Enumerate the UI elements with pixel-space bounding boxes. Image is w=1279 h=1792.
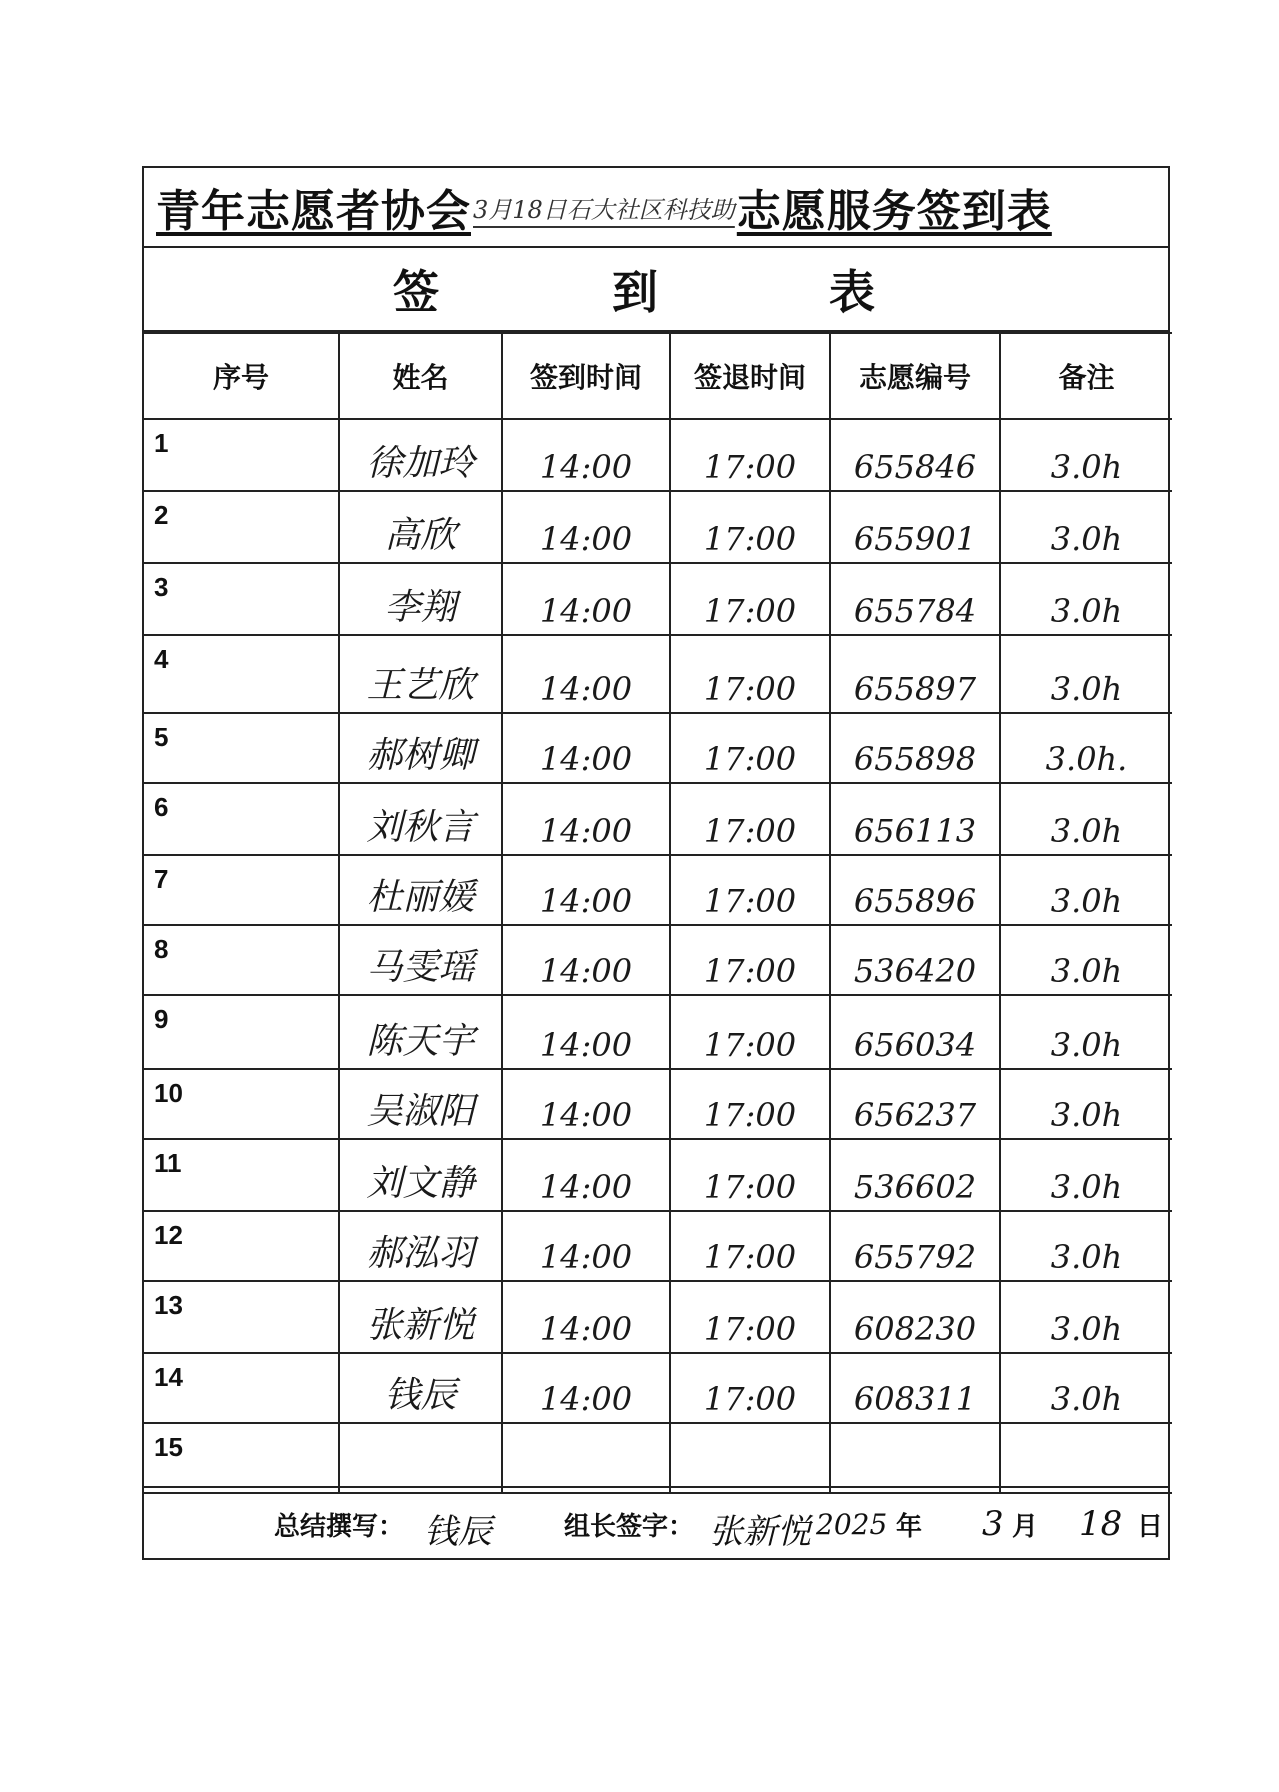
- name-cell: [339, 491, 502, 563]
- seq-number: 1: [154, 428, 169, 458]
- seq-number: 11: [154, 1148, 182, 1178]
- title-row: [144, 168, 1168, 248]
- sign-in-value: 14:00: [539, 1168, 633, 1206]
- sign-in-value: 14:00: [539, 592, 633, 630]
- header-volunteer-id: 志愿编号: [830, 333, 1000, 419]
- year-value: 2025: [816, 1508, 888, 1541]
- table-row: [144, 419, 1172, 491]
- name-cell: [339, 1353, 502, 1423]
- sign-out-value: 17:00: [703, 740, 797, 778]
- volunteer-id-cell: [830, 563, 1000, 635]
- seq-cell: [144, 995, 339, 1069]
- volunteer-id-value: 656113: [853, 812, 977, 850]
- seq-number: 6: [154, 792, 169, 822]
- name-value: 刘秋言: [366, 807, 475, 848]
- sign-in-cell: [502, 783, 670, 855]
- name-value: 王艺欣: [366, 665, 475, 706]
- sign-out-cell: [670, 1069, 830, 1139]
- name-value: 吴淑阳: [366, 1091, 475, 1132]
- volunteer-id-cell: [830, 925, 1000, 995]
- seq-number: 14: [154, 1362, 183, 1392]
- name-value: 郝树卿: [366, 735, 475, 776]
- sign-in-cell: [502, 1139, 670, 1211]
- volunteer-id-value: 655896: [853, 882, 977, 920]
- sign-in-cell: [502, 713, 670, 783]
- note-value: 3.0h: [1050, 1380, 1123, 1418]
- sign-in-value: 14:00: [539, 1096, 633, 1134]
- sign-in-value: 14:00: [539, 670, 633, 708]
- note-cell: [1000, 1281, 1172, 1353]
- table-row: [144, 1069, 1172, 1139]
- name-value: 郝泓羽: [366, 1233, 475, 1274]
- table-row: [144, 491, 1172, 563]
- volunteer-id-cell: [830, 1423, 1000, 1493]
- volunteer-id-value: 655898: [853, 740, 977, 778]
- note-cell: [1000, 1211, 1172, 1281]
- seq-number: 2: [154, 500, 169, 530]
- note-value: 3.0h: [1050, 1026, 1123, 1064]
- note-cell: [1000, 491, 1172, 563]
- note-value: 3.0h: [1050, 1096, 1123, 1134]
- name-cell: [339, 1069, 502, 1139]
- seq-number: 7: [154, 864, 169, 894]
- table-row: [144, 925, 1172, 995]
- sign-in-cell: [502, 1423, 670, 1493]
- table-row: [144, 713, 1172, 783]
- seq-cell: [144, 1353, 339, 1423]
- header-name: 姓名: [339, 333, 502, 419]
- name-value: 陈天宇: [366, 1021, 475, 1062]
- sign-in-cell: [502, 419, 670, 491]
- header-sign-in-time: 签到时间: [502, 333, 670, 419]
- name-cell: [339, 1423, 502, 1493]
- leader-label: 组长签字：: [564, 1512, 695, 1542]
- seq-cell: [144, 563, 339, 635]
- seq-number: 9: [154, 1004, 169, 1034]
- volunteer-id-cell: [830, 635, 1000, 713]
- volunteer-id-value: 608311: [853, 1380, 977, 1418]
- volunteer-id-value: 655792: [853, 1238, 977, 1276]
- sign-out-cell: [670, 995, 830, 1069]
- name-cell: [339, 713, 502, 783]
- name-value: 杜丽媛: [366, 877, 475, 918]
- note-value: 3.0h: [1050, 1310, 1123, 1348]
- month-label: 月: [1012, 1512, 1039, 1542]
- seq-cell: [144, 419, 339, 491]
- note-value: 3.0h: [1050, 882, 1123, 920]
- volunteer-id-cell: [830, 491, 1000, 563]
- volunteer-id-value: 655784: [853, 592, 977, 630]
- table-row: [144, 1281, 1172, 1353]
- sign-out-cell: [670, 713, 830, 783]
- note-cell: [1000, 1069, 1172, 1139]
- name-value: 张新悦: [366, 1305, 475, 1346]
- sign-out-value: 17:00: [703, 670, 797, 708]
- name-value: 钱辰: [384, 1375, 457, 1416]
- name-value: 高欣: [384, 515, 457, 556]
- seq-cell: [144, 1281, 339, 1353]
- table-row: [144, 1211, 1172, 1281]
- sign-out-cell: [670, 635, 830, 713]
- sign-in-cell: [502, 563, 670, 635]
- seq-cell: [144, 1139, 339, 1211]
- table-header-row: [144, 333, 1172, 419]
- sign-in-cell: [502, 1211, 670, 1281]
- table-row: [144, 783, 1172, 855]
- note-cell: [1000, 419, 1172, 491]
- seq-cell: [144, 491, 339, 563]
- sign-in-value: 14:00: [539, 812, 633, 850]
- sign-in-value: 14:00: [539, 520, 633, 558]
- seq-cell: [144, 635, 339, 713]
- sign-out-cell: [670, 563, 830, 635]
- sign-out-cell: [670, 1423, 830, 1493]
- seq-cell: [144, 1069, 339, 1139]
- sign-in-value: 14:00: [539, 740, 633, 778]
- volunteer-id-cell: [830, 855, 1000, 925]
- note-value: 3.0h: [1050, 448, 1123, 486]
- sign-in-value: 14:00: [539, 1238, 633, 1276]
- volunteer-id-cell: [830, 1353, 1000, 1423]
- sign-out-value: 17:00: [703, 1310, 797, 1348]
- header-seq: 序号: [144, 333, 339, 419]
- sign-out-value: 17:00: [703, 520, 797, 558]
- volunteer-id-value: 655846: [853, 448, 977, 486]
- volunteer-id-cell: [830, 1139, 1000, 1211]
- name-cell: [339, 635, 502, 713]
- name-cell: [339, 783, 502, 855]
- sign-out-cell: [670, 783, 830, 855]
- header-note: 备注: [1000, 333, 1172, 419]
- sign-out-cell: [670, 925, 830, 995]
- seq-number: 8: [154, 934, 169, 964]
- name-cell: [339, 995, 502, 1069]
- sign-out-cell: [670, 1281, 830, 1353]
- sign-out-value: 17:00: [703, 1096, 797, 1134]
- volunteer-id-value: 656034: [853, 1026, 977, 1064]
- day-value: 18: [1079, 1504, 1123, 1544]
- sign-in-value: 14:00: [539, 1380, 633, 1418]
- name-value: 刘文静: [366, 1163, 475, 1204]
- sign-in-cell: [502, 925, 670, 995]
- sign-in-cell: [502, 491, 670, 563]
- table-row: [144, 855, 1172, 925]
- name-value: 马雯瑶: [366, 947, 475, 988]
- sign-out-value: 17:00: [703, 592, 797, 630]
- note-cell: [1000, 925, 1172, 995]
- sign-out-value: 17:00: [703, 882, 797, 920]
- footer-row: [144, 1486, 1168, 1558]
- header-sign-out-time: 签退时间: [670, 333, 830, 419]
- subtitle-char-1: 签: [393, 265, 439, 319]
- summary-label: 总结撰写：: [274, 1512, 405, 1542]
- note-cell: [1000, 855, 1172, 925]
- volunteer-id-cell: [830, 1211, 1000, 1281]
- note-value: 3.0h: [1050, 812, 1123, 850]
- name-cell: [339, 1211, 502, 1281]
- seq-cell: [144, 1423, 339, 1493]
- volunteer-id-value: 656237: [853, 1096, 977, 1134]
- note-value: 3.0h: [1050, 952, 1123, 990]
- sign-in-cell: [502, 1069, 670, 1139]
- volunteer-id-cell: [830, 995, 1000, 1069]
- name-cell: [339, 925, 502, 995]
- sign-out-cell: [670, 1211, 830, 1281]
- note-value: 3.0h: [1050, 520, 1123, 558]
- title-event-handwritten: 3月18日石大社区科技助: [473, 195, 735, 224]
- sign-out-value: 17:00: [703, 1026, 797, 1064]
- note-cell: [1000, 1353, 1172, 1423]
- note-cell: [1000, 1139, 1172, 1211]
- seq-number: 12: [154, 1220, 183, 1250]
- month-value: 3: [982, 1504, 1004, 1544]
- sign-out-value: 17:00: [703, 448, 797, 486]
- sign-in-value: 14:00: [539, 448, 633, 486]
- name-cell: [339, 1139, 502, 1211]
- volunteer-id-cell: [830, 1069, 1000, 1139]
- title-suffix: 志愿服务签到表: [736, 186, 1052, 237]
- seq-cell: [144, 783, 339, 855]
- sign-in-cell: [502, 635, 670, 713]
- sign-out-value: 17:00: [703, 1168, 797, 1206]
- sign-out-cell: [670, 419, 830, 491]
- sign-out-value: 17:00: [703, 952, 797, 990]
- volunteer-id-cell: [830, 783, 1000, 855]
- seq-cell: [144, 713, 339, 783]
- sign-in-value: 14:00: [539, 952, 633, 990]
- note-cell: [1000, 635, 1172, 713]
- title-prefix: 青年志愿者协会: [156, 186, 471, 237]
- sign-out-value: 17:00: [703, 1380, 797, 1418]
- seq-number: 13: [154, 1290, 183, 1320]
- subtitle-char-3: 表: [829, 265, 875, 319]
- sign-in-cell: [502, 1353, 670, 1423]
- volunteer-id-cell: [830, 713, 1000, 783]
- volunteer-id-value: 655901: [853, 520, 977, 558]
- seq-cell: [144, 1211, 339, 1281]
- note-cell: [1000, 1423, 1172, 1493]
- note-cell: [1000, 995, 1172, 1069]
- sign-in-cell: [502, 855, 670, 925]
- subtitle-row: [144, 248, 1168, 332]
- sign-out-value: 17:00: [703, 1238, 797, 1276]
- volunteer-id-value: 655897: [853, 670, 977, 708]
- name-cell: [339, 1281, 502, 1353]
- sign-in-value: 14:00: [539, 882, 633, 920]
- seq-number: 4: [154, 644, 169, 674]
- sign-out-cell: [670, 1139, 830, 1211]
- seq-cell: [144, 855, 339, 925]
- sign-out-value: 17:00: [703, 812, 797, 850]
- volunteer-id-value: 536602: [853, 1168, 977, 1206]
- seq-number: 10: [154, 1078, 183, 1108]
- note-value: 3.0h.: [1045, 740, 1128, 778]
- note-value: 3.0h: [1050, 592, 1123, 630]
- volunteer-id-value: 608230: [853, 1310, 977, 1348]
- subtitle-char-2: 到: [612, 265, 658, 319]
- sign-out-cell: [670, 855, 830, 925]
- day-label: 日: [1137, 1512, 1164, 1542]
- leader-signature: 张新悦: [709, 1512, 811, 1552]
- name-value: 李翔: [384, 587, 457, 628]
- note-cell: [1000, 713, 1172, 783]
- name-cell: [339, 563, 502, 635]
- table-row: [144, 1353, 1172, 1423]
- volunteer-id-value: 536420: [853, 952, 977, 990]
- note-cell: [1000, 563, 1172, 635]
- sign-in-cell: [502, 1281, 670, 1353]
- note-value: 3.0h: [1050, 670, 1123, 708]
- volunteer-id-cell: [830, 1281, 1000, 1353]
- seq-cell: [144, 925, 339, 995]
- seq-number: 5: [154, 722, 169, 752]
- table-row: [144, 635, 1172, 713]
- note-value: 3.0h: [1050, 1168, 1123, 1206]
- sign-in-sheet: [142, 166, 1170, 1560]
- seq-number: 15: [154, 1432, 183, 1462]
- sign-in-value: 14:00: [539, 1026, 633, 1064]
- table-row: [144, 995, 1172, 1069]
- sign-out-cell: [670, 1353, 830, 1423]
- table-row: [144, 563, 1172, 635]
- sign-in-value: 14:00: [539, 1310, 633, 1348]
- note-value: 3.0h: [1050, 1238, 1123, 1276]
- name-cell: [339, 855, 502, 925]
- seq-number: 3: [154, 572, 169, 602]
- year-label: 年: [896, 1512, 923, 1542]
- name-value: 徐加玲: [366, 443, 475, 484]
- sign-in-table: [144, 332, 1172, 1494]
- sign-in-cell: [502, 995, 670, 1069]
- table-row: [144, 1423, 1172, 1493]
- volunteer-id-cell: [830, 419, 1000, 491]
- note-cell: [1000, 783, 1172, 855]
- sign-out-cell: [670, 491, 830, 563]
- summary-signature: 钱辰: [424, 1512, 492, 1552]
- name-cell: [339, 419, 502, 491]
- table-row: [144, 1139, 1172, 1211]
